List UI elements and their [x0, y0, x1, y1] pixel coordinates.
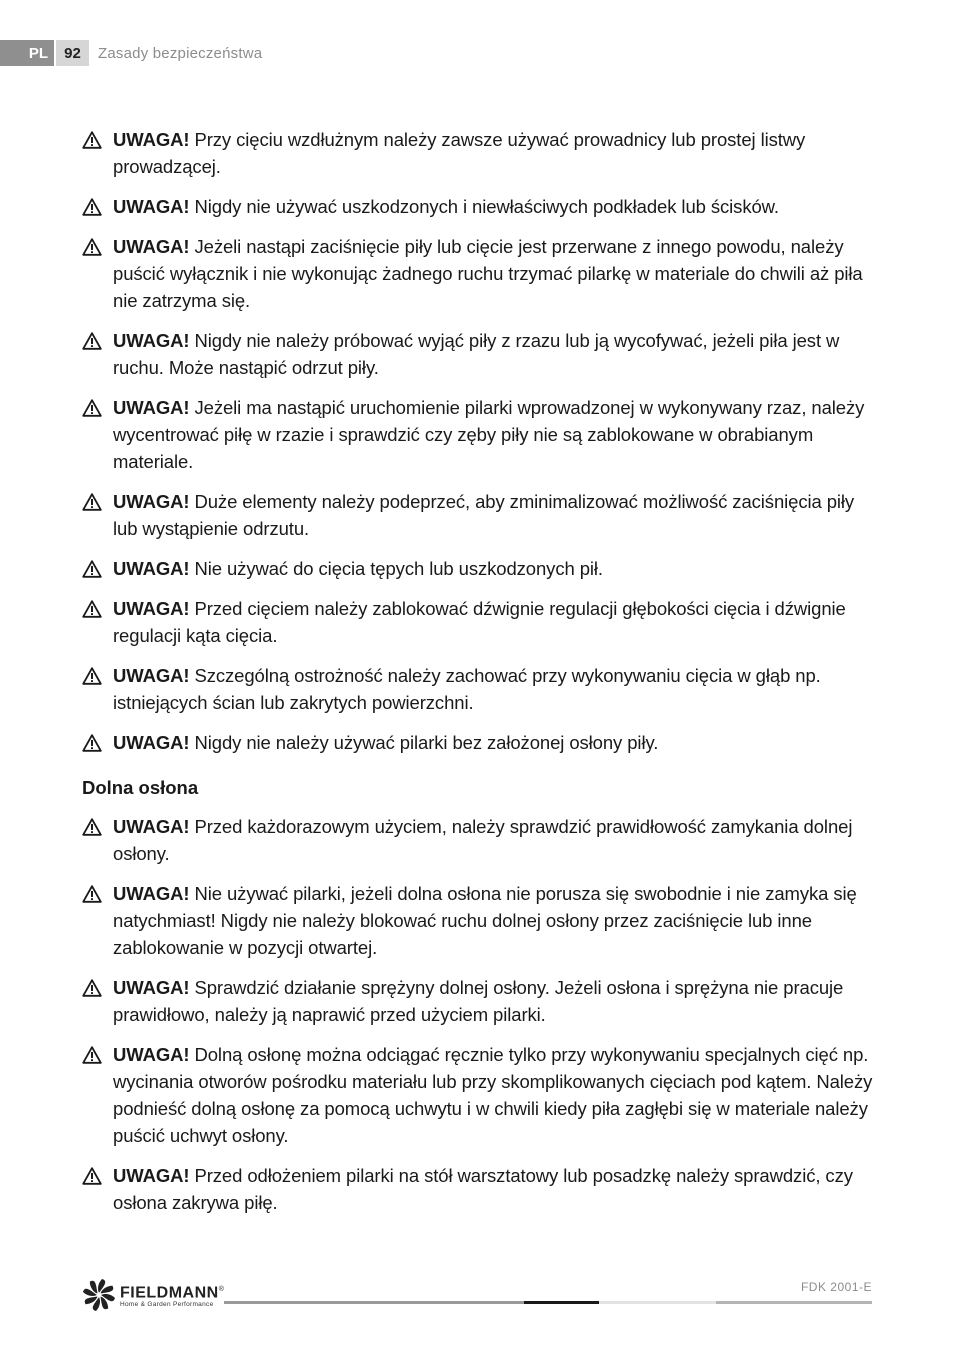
brand-name: FIELDMANN®: [120, 1284, 225, 1302]
warning-label: UWAGA!: [113, 558, 190, 579]
warning-body: Jeżeli nastąpi zaciśnięcie piły lub cięcie jest przerwane z innego powodu, należy puścić wyłącznik i nie wykonując żadnego ruchu trzymać pilarkę w materiale do chwili aż piła nie zatrzyma się.: [113, 236, 863, 311]
warning-item: [82, 1041, 877, 1149]
warning-triangle-icon: [82, 1046, 102, 1064]
warning-triangle-icon: [82, 885, 102, 903]
warning-body: Szczególną ostrożność należy zachować przy wykonywaniu cięcia w głąb np. istniejących ścian lub zakrytych powierzchni.: [113, 665, 821, 713]
warning-item: [82, 555, 877, 582]
warning-icon-wrap: [82, 555, 113, 582]
warning-label: UWAGA!: [113, 816, 190, 837]
warning-label: UWAGA!: [113, 1044, 190, 1065]
warnings-list-bottom: [82, 813, 877, 1216]
warning-triangle-icon: [82, 667, 102, 685]
warning-text: [113, 394, 877, 475]
warning-text: [113, 327, 877, 381]
logo-text: [120, 1281, 224, 1309]
warning-label: UWAGA!: [113, 397, 190, 418]
content: [82, 126, 877, 1229]
warning-item: [82, 1162, 877, 1216]
warning-triangle-icon: [82, 198, 102, 216]
brand-logo: [82, 1278, 224, 1312]
model-number: FDK 2001-E: [800, 1280, 872, 1294]
warning-icon-wrap: [82, 662, 113, 689]
warning-text: [113, 880, 877, 961]
footer-rule-segment-2: [524, 1301, 599, 1304]
warning-text: [113, 595, 877, 649]
warning-icon-wrap: [82, 327, 113, 354]
warning-label: UWAGA!: [113, 330, 190, 351]
warning-label: UWAGA!: [113, 129, 190, 150]
warning-item: [82, 974, 877, 1028]
footer-rule-segment-3: [599, 1301, 716, 1304]
warning-triangle-icon: [82, 493, 102, 511]
warning-icon-wrap: [82, 880, 113, 907]
warning-body: Jeżeli ma nastąpić uruchomienie pilarki wprowadzonej w wykonywany rzaz, należy wycentrować piłę w rzazie i sprawdzić czy zęby piły nie są zablokowane w obrabianym materiale.: [113, 397, 865, 472]
warning-item: [82, 488, 877, 542]
warning-triangle-icon: [82, 399, 102, 417]
warning-label: UWAGA!: [113, 491, 190, 512]
warning-body: Sprawdzić działanie sprężyny dolnej osłony. Jeżeli osłona i sprężyna nie pracuje prawidłowo, należy ją naprawić przed użyciem pilarki.: [113, 977, 844, 1025]
warning-item: [82, 233, 877, 314]
warning-triangle-icon: [82, 560, 102, 578]
warning-icon-wrap: [82, 729, 113, 756]
warning-item: [82, 126, 877, 180]
warning-body: Przed cięciem należy zablokować dźwignie regulacji głębokości cięcia i dźwignie regulacji kąta cięcia.: [113, 598, 846, 646]
warning-text: [113, 1162, 877, 1216]
warning-icon-wrap: [82, 1162, 113, 1189]
warning-text: [113, 729, 877, 756]
warning-text: [113, 813, 877, 867]
warning-triangle-icon: [82, 734, 102, 752]
warning-triangle-icon: [82, 600, 102, 618]
section-header-title: Zasady bezpieczeństwa: [98, 44, 263, 62]
warning-label: UWAGA!: [113, 977, 190, 998]
warning-body: Nie używać do cięcia tępych lub uszkodzonych pił.: [194, 558, 603, 579]
warning-body: Duże elementy należy podeprzeć, aby zminimalizować możliwość zaciśnięcia piły lub wystąpienie odrzutu.: [113, 491, 855, 539]
brand-tagline: Home & Garden Performance: [120, 1301, 214, 1309]
warning-item: [82, 595, 877, 649]
warning-triangle-icon: [82, 818, 102, 836]
warning-item: [82, 662, 877, 716]
warning-label: UWAGA!: [113, 732, 190, 753]
warning-text: [113, 555, 877, 582]
warning-item: [82, 394, 877, 475]
warning-text: [113, 1041, 877, 1149]
warning-body: Nigdy nie używać uszkodzonych i niewłaściwych podkładek lub ścisków.: [194, 196, 779, 217]
warning-icon-wrap: [82, 394, 113, 421]
warning-icon-wrap: [82, 974, 113, 1001]
section-title: Dolna osłona: [82, 777, 199, 798]
warning-body: Przy cięciu wzdłużnym należy zawsze używać prowadnicy lub prostej listwy prowadzącej.: [113, 129, 806, 177]
footer-rule-segment-4: [716, 1301, 872, 1304]
warning-body: Nigdy nie należy używać pilarki bez założonej osłony piły.: [194, 732, 659, 753]
warning-text: [113, 233, 877, 314]
warning-icon-wrap: [82, 126, 113, 153]
warning-item: [82, 327, 877, 381]
warning-text: [113, 974, 877, 1028]
warning-icon-wrap: [82, 595, 113, 622]
warning-label: UWAGA!: [113, 665, 190, 686]
warning-icon-wrap: [82, 813, 113, 840]
fan-blades-logo-icon: [82, 1278, 116, 1312]
page-header: [0, 40, 262, 66]
warning-body: Przed każdorazowym użyciem, należy sprawdzić prawidłowość zamykania dolnej osłony.: [113, 816, 853, 864]
warning-icon-wrap: [82, 193, 113, 220]
warning-text: [113, 126, 877, 180]
warning-triangle-icon: [82, 979, 102, 997]
warning-icon-wrap: [82, 488, 113, 515]
warning-body: Nie używać pilarki, jeżeli dolna osłona nie porusza się swobodnie i nie zamyka się natychmiast! Nigdy nie należy blokować ruchu dolnej osłony przez zaciśnięcie lub inne zablokowanie w pozycji otwartej.: [113, 883, 857, 958]
warning-text: [113, 662, 877, 716]
warning-triangle-icon: [82, 238, 102, 256]
footer-rule-segment-1: [224, 1301, 524, 1304]
page-number: 92: [56, 40, 89, 66]
warning-triangle-icon: [82, 1167, 102, 1185]
warning-label: UWAGA!: [113, 196, 190, 217]
warning-icon-wrap: [82, 233, 113, 260]
warning-text: [113, 488, 877, 542]
page-footer: [0, 1270, 954, 1330]
warning-item: [82, 193, 877, 220]
warning-label: UWAGA!: [113, 883, 190, 904]
warning-label: UWAGA!: [113, 1165, 190, 1186]
warning-text: [113, 193, 877, 220]
warning-triangle-icon: [82, 131, 102, 149]
warning-label: UWAGA!: [113, 598, 190, 619]
warning-triangle-icon: [82, 332, 102, 350]
warning-label: UWAGA!: [113, 236, 190, 257]
warning-item: [82, 729, 877, 756]
language-tab: PL: [0, 40, 54, 66]
warning-body: Dolną osłonę można odciągać ręcznie tylko przy wykonywaniu specjalnych cięć np. wycinania otworów pośrodku materiału lub przy skomplikowanych cięciach pod kątem. Należy podnieść dolną osłonę za pomocą uchwytu i w chwili kiedy piła zagłębi się w materiale należy puścić uchwyt osłony.: [113, 1044, 873, 1146]
warning-body: Nigdy nie należy próbować wyjąć piły z rzazu lub ją wycofywać, jeżeli piła jest w ruchu. Może nastąpić odrzut piły.: [113, 330, 840, 378]
warning-item: [82, 813, 877, 867]
warning-body: Przed odłożeniem pilarki na stół warsztatowy lub posadzkę należy sprawdzić, czy osłona zakrywa piłę.: [113, 1165, 853, 1213]
warning-icon-wrap: [82, 1041, 113, 1068]
warnings-list-top: [82, 126, 877, 756]
warning-item: [82, 880, 877, 961]
